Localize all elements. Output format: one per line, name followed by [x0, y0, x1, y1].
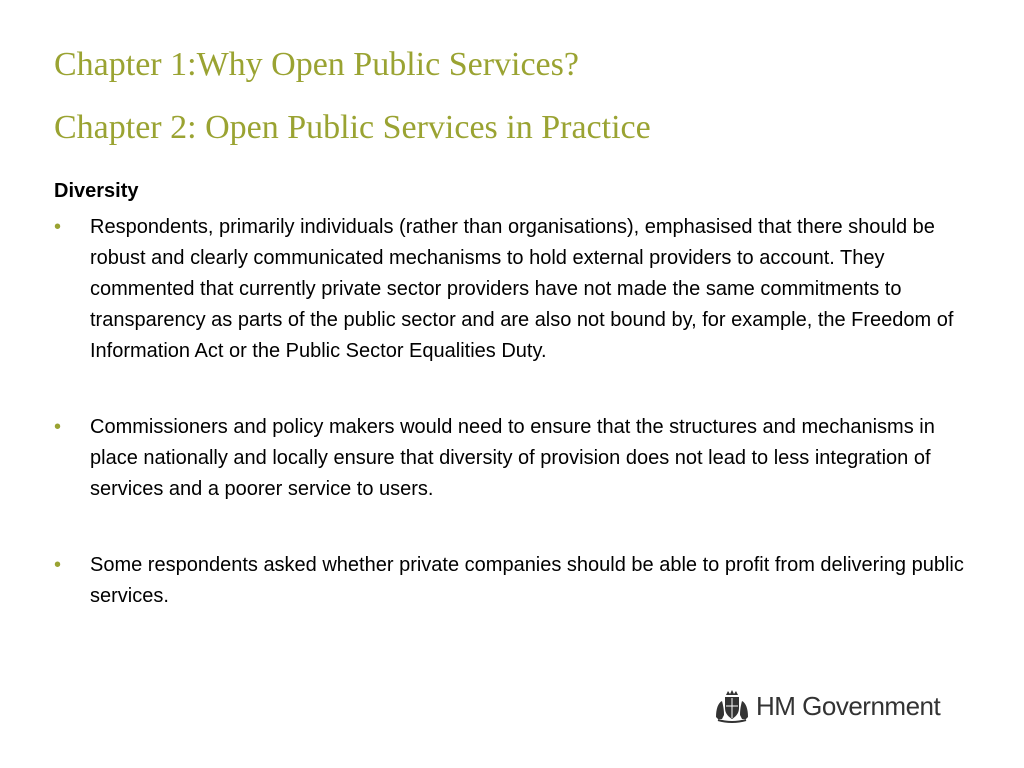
bullet-text: Commissioners and policy makers would need to ensure that the structures and mechanisms in place nationally and locally ensure that diversity of provision does not lead to less integration of services and a poorer service to users.	[90, 416, 935, 500]
chapter-1-title: Chapter 1:Why Open Public Services?	[54, 46, 579, 83]
bullet-text: Respondents, primarily individuals (rather than organisations), emphasised that there should be robust and clearly communicated mechanisms to hold external providers to account. They commented that currently private sector providers have not made the same commitments to transparency as parts of the public sector and are also not bound by, for example, the Freedom of Information Act or the Public Sector Equalities Duty.	[90, 216, 954, 362]
section-heading: Diversity	[54, 180, 139, 202]
bullet-item	[54, 550, 974, 612]
royal-crest-icon	[714, 689, 750, 723]
bullet-marker: •	[54, 216, 62, 238]
hm-government-logo	[714, 688, 940, 724]
bullet-list	[54, 212, 974, 612]
bullet-marker: •	[54, 554, 62, 576]
bullet-text: Some respondents asked whether private companies should be able to profit from delivering public services.	[90, 554, 964, 607]
bullet-item	[54, 212, 974, 367]
logo-text: HM Government	[756, 690, 941, 721]
chapter-2-title: Chapter 2: Open Public Services in Practice	[54, 109, 651, 146]
bullet-item	[54, 412, 974, 505]
bullet-marker: •	[54, 416, 62, 438]
